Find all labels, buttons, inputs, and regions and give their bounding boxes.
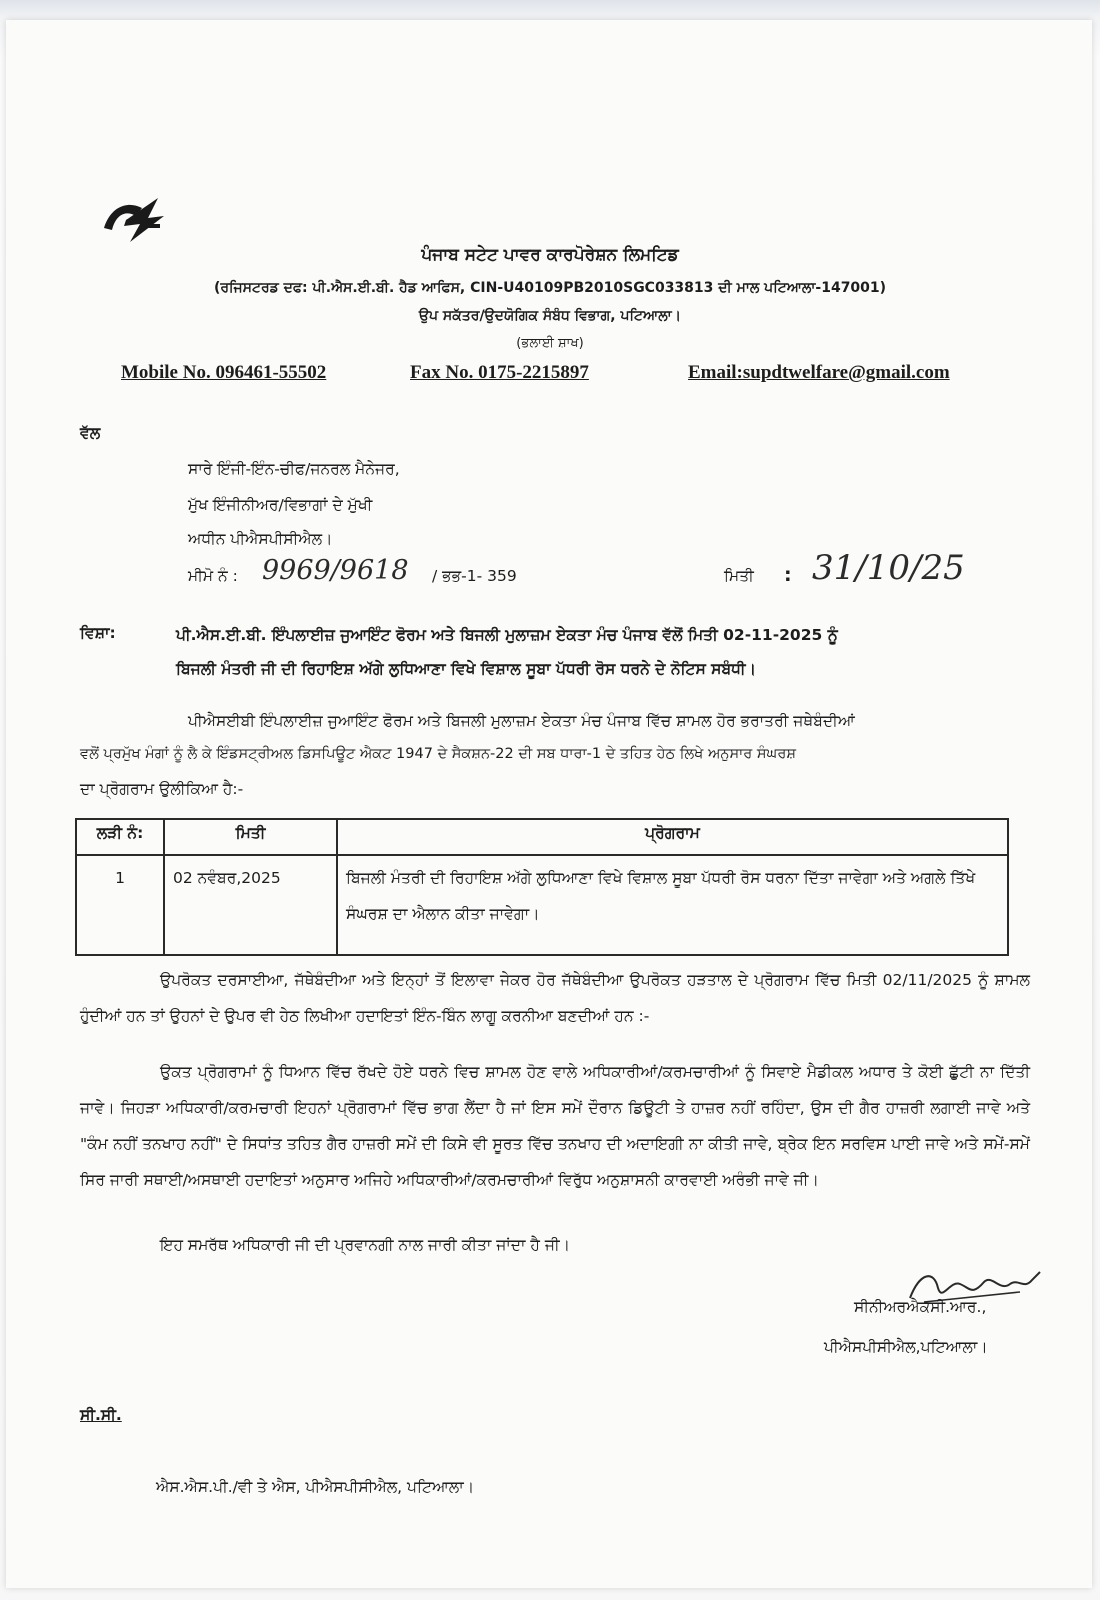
cell-program: ਬਿਜਲੀ ਮੰਤਰੀ ਦੀ ਰਿਹਾਇਸ਼ ਅੱਗੇ ਲੁਧਿਆਣਾ ਵਿਖੇ ਵਿਸ਼ਾਲ ਸੂਬਾ ਪੱਧਰੀ ਰੋਸ ਧਰਨਾ ਦਿੱਤਾ ਜਾਵੇਗਾ ਅਤੇ ਅਗਲੇ ਤਿੱਖੇ ਸੰਘਰਸ਼ ਦਾ ਐਲਾਨ ਕੀਤਾ ਜਾਵੇਗਾ।	[337, 855, 1008, 955]
date-handwritten: 31/10/25	[812, 548, 965, 588]
signatory-office: ਪੀਐਸਪੀਸੀਐਲ,ਪਟਿਆਲਾ।	[824, 1338, 988, 1356]
pspcl-logo	[96, 190, 168, 246]
organization-title: ਪੰਜਾਬ ਸਟੇਟ ਪਾਵਰ ਕਾਰਪੋਰੇਸ਼ਨ ਲਿਮਟਿਡ	[421, 245, 679, 265]
addressee-line-3: ਅਧੀਨ ਪੀਐਸਪੀਸੀਐਲ।	[188, 530, 333, 548]
intro-line-3: ਦਾ ਪ੍ਰੋਗਰਾਮ ਉਲੀਕਿਆ ਹੈ:-	[80, 780, 244, 798]
subject-line-2: ਬਿਜਲੀ ਮੰਤਰੀ ਜੀ ਦੀ ਰਿਹਾਇਸ਼ ਅੱਗੇ ਲੁਧਿਆਣਾ ਵਿਖੇ ਵਿਸ਼ਾਲ ਸੂਬਾ ਪੱਧਰੀ ਰੋਸ ਧਰਨੇ ਦੇ ਨੋਟਿਸ ਸਬੰਧੀ।	[176, 660, 757, 678]
table-row	[76, 855, 1008, 955]
paragraph-instructions: ਉਕਤ ਪ੍ਰੋਗਰਾਮਾਂ ਨੂੰ ਧਿਆਨ ਵਿੱਚ ਰੱਖਦੇ ਹੋਏ ਧਰਨੇ ਵਿਚ ਸ਼ਾਮਲ ਹੋਣ ਵਾਲੇ ਅਧਿਕਾਰੀਆਂ/ਕਰਮਚਾਰੀਆਂ ਨੂੰ ਸਿਵਾਏ ਮੈਡੀਕਲ ਅਧਾਰ ਤੇ ਕੋਈ ਛੁੱਟੀ ਨਾ ਦਿੱਤੀ ਜਾਵੇ। ਜਿਹੜਾ ਅਧਿਕਾਰੀ/ਕਰਮਚਾਰੀ ਇਹਨਾਂ ਪ੍ਰੋਗਰਾਮਾਂ ਵਿੱਚ ਭਾਗ ਲੈਂਦਾ ਹੈ ਜਾਂ ਇਸ ਸਮੇਂ ਦੌਰਾਨ ਡਿਊਟੀ ਤੇ ਹਾਜ਼ਰ ਨਹੀਂ ਰਹਿੰਦਾ, ਉਸ ਦੀ ਗੈਰ ਹਾਜ਼ਰੀ ਲਗਾਈ ਜਾਵੇ ਅਤੇ "ਕੰਮ ਨਹੀਂ ਤਨਖਾਹ ਨਹੀਂ" ਦੇ ਸਿਧਾਂਤ ਤਹਿਤ ਗੈਰ ਹਾਜ਼ਰੀ ਸਮੇਂ ਦੀ ਕਿਸੇ ਵੀ ਸੂਰਤ ਵਿੱਚ ਤਨਖਾਹ ਦੀ ਅਦਾਇਗੀ ਨਾ ਕੀਤੀ ਜਾਵੇ, ਬ੍ਰੇਕ ਇਨ ਸਰਵਿਸ ਪਾਈ ਜਾਵੇ ਅਤੇ ਸਮੇਂ-ਸਮੇਂ ਸਿਰ ਜਾਰੀ ਸਥਾਈ/ਅਸਥਾਈ ਹਦਾਇਤਾਂ ਅਨੁਸਾਰ ਅਜਿਹੇ ਅਧਿਕਾਰੀਆਂ/ਕਰਮਚਾਰੀਆਂ ਵਿਰੁੱਧ ਅਨੁਸ਼ਾਸਨੀ ਕਾਰਵਾਈ ਅਰੰਭੀ ਜਾਵੇ ਜੀ।	[80, 1063, 1030, 1189]
header-program: ਪ੍ਰੋਗਰਾਮ	[337, 819, 1008, 855]
signatory-designation: ਸੀਨੀਅਰਐਕਸੀ.ਆਰ.,	[854, 1298, 987, 1316]
department-line: ਉਪ ਸਕੱਤਰ/ਉਦਯੋਗਿਕ ਸੰਬੰਧ ਵਿਭਾਗ, ਪਟਿਆਲਾ।	[418, 308, 682, 324]
header-serial: ਲੜੀ ਨੰ:	[76, 819, 164, 855]
cc-label: ਸੀ.ਸੀ.	[80, 1406, 122, 1424]
addressee-line-2: ਮੁੱਖ ਇੰਜੀਨੀਅਰ/ਵਿਭਾਗਾਂ ਦੇ ਮੁੱਖੀ	[188, 496, 373, 514]
sub-department-line: (ਭਲਾਈ ਸ਼ਾਖ)	[516, 336, 584, 351]
to-label: ਵੱਲ	[80, 424, 101, 442]
subject-line-1: ਪੀ.ਐਸ.ਈ.ਬੀ. ਇੰਪਲਾਈਜ਼ ਜੁਆਇੰਟ ਫੋਰਮ ਅਤੇ ਬਿਜਲੀ ਮੁਲਾਜ਼ਮ ਏਕਤਾ ਮੰਚ ਪੰਜਾਬ ਵੱਲੋਂ ਮਿਤੀ 02-11-2025 ਨੂੰ	[176, 626, 838, 644]
mobile-number: Mobile No. 096461-55502	[121, 362, 327, 383]
cell-serial: 1	[76, 855, 164, 955]
paragraph-instructions-scope: ਉਪਰੋਕਤ ਦਰਸਾਈਆ, ਜੱਥੇਬੰਦੀਆ ਅਤੇ ਇਨ੍ਹਾਂ ਤੋਂ ਇਲਾਵਾ ਜੇਕਰ ਹੋਰ ਜੱਥੇਬੰਦੀਆ ਉਪਰੋਕਤ ਹੜਤਾਲ ਦੇ ਪ੍ਰੋਗਰਾਮ ਵਿੱਚ ਮਿਤੀ 02/11/2025 ਨੂੰ ਸ਼ਾਮਲ ਹੁੰਦੀਆਂ ਹਨ ਤਾਂ ਉਹਨਾਂ ਦੇ ਉਪਰ ਵੀ ਹੇਠ ਲਿਖੀਆ ਹਦਾਇਤਾਂ ਇੰਨ-ਬਿੰਨ ਲਾਗੂ ਕਰਨੀਆ ਬਣਦੀਆਂ ਹਨ :-	[80, 971, 1030, 1025]
header-date: ਮਿਤੀ	[164, 819, 337, 855]
fax-number: Fax No. 0175-2215897	[410, 362, 589, 383]
addressee-line-1: ਸਾਰੇ ਇੰਜੀ-ਇੰਨ-ਚੀਫ/ਜਨਰਲ ਮੈਨੇਜਰ,	[188, 460, 400, 478]
program-table	[75, 818, 1009, 956]
date-colon: :	[784, 564, 792, 586]
subject-label: ਵਿਸ਼ਾ:	[80, 624, 116, 642]
memo-suffix: / ਭਭ-1- 359	[432, 567, 517, 585]
intro-line-2: ਵਲੋਂ ਪ੍ਰਮੁੱਖ ਮੰਗਾਂ ਨੂੰ ਲੈ ਕੇ ਇੰਡਸਟ੍ਰੀਅਲ ਡਿਸਪਿਊਟ ਐਕਟ 1947 ਦੇ ਸੈਕਸ਼ਨ-22 ਦੀ ਸਬ ਧਾਰਾ-1 ਦੇ ਤਹਿਤ ਹੇਠ ਲਿਖੇ ਅਨੁਸਾਰ ਸੰਘਰਸ਼	[80, 746, 796, 762]
intro-line-1: ਪੀਐਸਈਬੀ ਇੰਪਲਾਈਜ਼ ਜੁਆਇੰਟ ਫੋਰਮ ਅਤੇ ਬਿਜਲੀ ਮੁਲਾਜ਼ਮ ਏਕਤਾ ਮੰਚ ਪੰਜਾਬ ਵਿੱਚ ਸ਼ਾਮਲ ਹੋਰ ਭਰਾਤਰੀ ਜਥੇਬੰਦੀਆਂ	[188, 712, 855, 730]
table-header-row	[76, 819, 1008, 855]
date-label: ਮਿਤੀ	[724, 567, 754, 585]
memo-label: ਮੀਮੋ ਨੰ :	[188, 567, 238, 585]
email-address: Email:supdtwelfare@gmail.com	[688, 362, 950, 383]
cc-recipient: ਐਸ.ਐਸ.ਪੀ./ਵੀ ਤੇ ਐਸ, ਪੀਐਸਪੀਸੀਐਲ, ਪਟਿਆਲਾ।	[156, 1478, 475, 1496]
paragraph-approval: ਇਹ ਸਮਰੱਥ ਅਧਿਕਾਰੀ ਜੀ ਦੀ ਪ੍ਰਵਾਨਗੀ ਨਾਲ ਜਾਰੀ ਕੀਤਾ ਜਾਂਦਾ ਹੈ ਜੀ।	[160, 1236, 571, 1254]
cell-date: 02 ਨਵੰਬਰ,2025	[164, 855, 337, 955]
registered-office-line: (ਰਜਿਸਟਰਡ ਦਫ: ਪੀ.ਐਸ.ਈ.ਬੀ. ਹੈਡ ਆਫਿਸ, CIN-U40109PB2010SGC033813 ਦੀ ਮਾਲ ਪਟਿਆਲਾ-147001)	[213, 280, 887, 296]
memo-number-handwritten: 9969/9618	[262, 555, 409, 586]
